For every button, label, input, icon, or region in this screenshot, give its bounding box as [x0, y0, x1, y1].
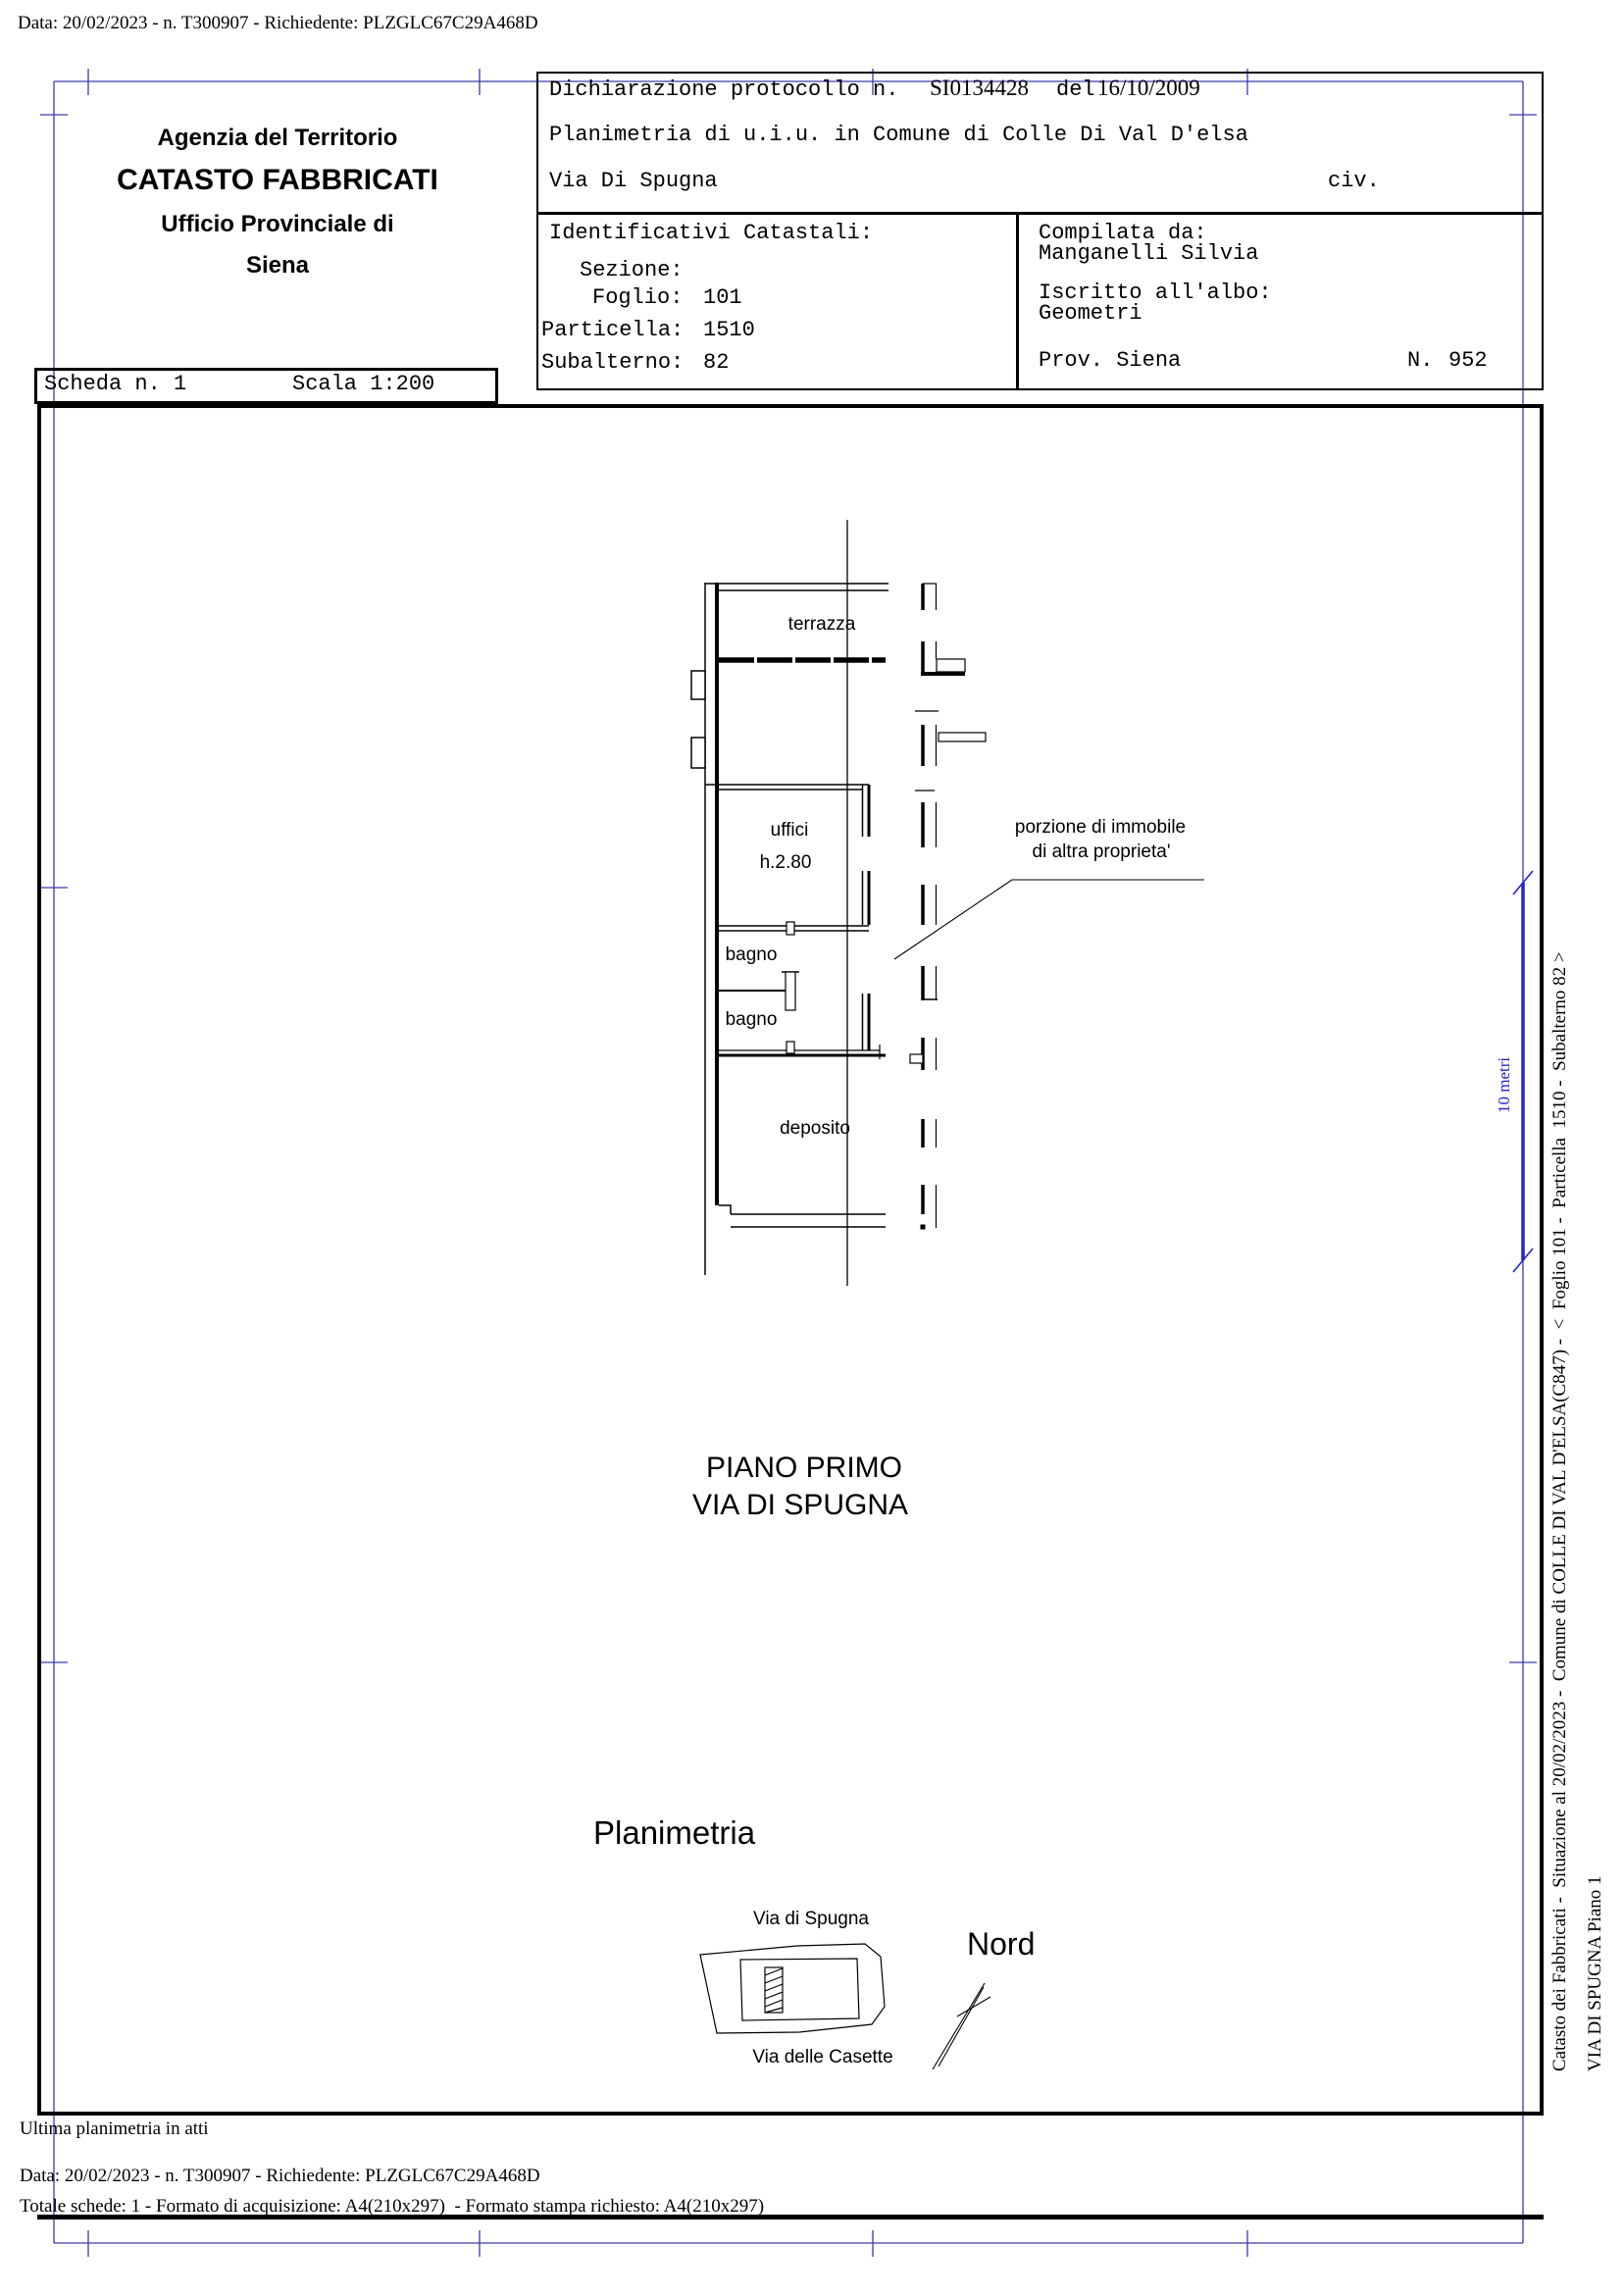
compiler-albo-label: Iscritto all'albo: [1039, 281, 1272, 305]
sidebar-address-line: VIA DI SPUGNA Piano 1 [1585, 1875, 1605, 2071]
compiler-number-label: N. [1407, 348, 1434, 373]
agency-province: Siena [245, 252, 310, 279]
floor-caption-line1: PIANO PRIMO [705, 1452, 903, 1484]
identifiers-foglio-value: 101 [703, 285, 742, 310]
room-label-uffici: uffici [770, 820, 809, 841]
identifiers-particella-label: Particella: [541, 318, 685, 342]
floor-caption-line2: VIA DI SPUGNA [691, 1489, 909, 1521]
compiler-title: Compilata da: [1039, 221, 1207, 245]
north-label: Nord [967, 1926, 1036, 1962]
identifiers-foglio-label: Foglio: [592, 285, 684, 310]
identifiers-title: Identificativi Catastali: [549, 221, 874, 245]
declaration-protocol-date: 16/10/2009 [1097, 76, 1200, 100]
identifiers-subalterno-label: Subalterno: [541, 350, 685, 375]
compiler-province: Prov. Siena [1039, 348, 1182, 373]
plan-area-box [37, 404, 1544, 2116]
agency-name: Agenzia del Territorio [157, 125, 398, 151]
other-property-note-line2: di altra proprieta' [1032, 842, 1171, 862]
footer-format-line: Totale schede: 1 - Formato di acquisizione: A4(210x297) - Formato stampa richiesto: A4(210x297) [20, 2196, 765, 2217]
sheet-number: Scheda n. 1 [44, 372, 187, 396]
request-line: Data: 20/02/2023 - n. T300907 - Richiedente: PLZGLC67C29A468D [18, 13, 538, 33]
declaration-box-divider-v [1016, 212, 1019, 390]
identifiers-particella-value: 1510 [703, 318, 755, 342]
room-label-deposito: deposito [780, 1118, 850, 1139]
room-label-bagno-1: bagno [725, 944, 778, 965]
declaration-object: Planimetria di u.i.u. in Comune di Colle Di Val D'elsa [549, 123, 1248, 147]
compiler-number-value: 952 [1448, 348, 1488, 373]
declaration-box-divider-h [536, 212, 1544, 215]
identifiers-subalterno-value: 82 [703, 350, 730, 375]
sheet-scale: Scala 1:200 [292, 372, 435, 396]
footer-request-line: Data: 20/02/2023 - n. T300907 - Richiedente: PLZGLC67C29A468D [20, 2166, 540, 2186]
room-label-bagno-2: bagno [725, 1009, 778, 1030]
compiler-name: Manganelli Silvia [1039, 241, 1259, 266]
scale-bar-label: 10 metri [1495, 1056, 1513, 1113]
site-plan-street-top: Via di Spugna [753, 1909, 869, 1929]
footer-last-plan-note: Ultima planimetria in atti [20, 2118, 209, 2139]
other-property-note-line1: porzione di immobile [1014, 817, 1187, 838]
declaration-del-label: del [1056, 77, 1095, 102]
declaration-protocol-number: SI0134428 [930, 76, 1029, 100]
site-plan-title: Planimetria [593, 1814, 756, 1851]
agency-office: CATASTO FABBRICATI [117, 164, 438, 196]
site-plan-street-bottom: Via delle Casette [752, 2047, 893, 2067]
identifiers-sezione-label: Sezione: [580, 258, 684, 282]
sidebar-reference-line: Catasto dei Fabbricati - Situazione al 20/02/2023 - Comune di COLLE DI VAL D'ELSA(C847) - < Foglio 101 - Particella 1510 - Subalterno 82 > [1549, 951, 1570, 2071]
agency-provincial-office: Ufficio Provinciale di [161, 211, 394, 237]
declaration-civ-label: civ. [1328, 169, 1380, 193]
declaration-prefix: Dichiarazione protocollo n. [549, 77, 899, 102]
compiler-albo-value: Geometri [1039, 301, 1142, 326]
declaration-street: Via Di Spugna [549, 169, 718, 193]
room-label-uffici-height: h.2.80 [759, 852, 812, 873]
room-label-terrazza: terrazza [787, 614, 856, 635]
